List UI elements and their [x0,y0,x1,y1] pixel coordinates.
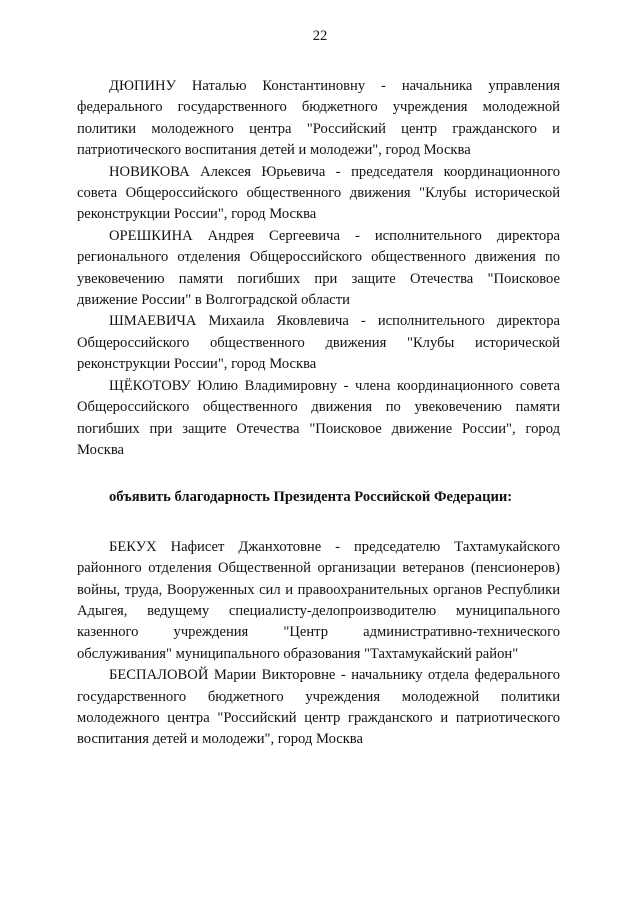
page-number: 22 [312,28,328,44]
paragraph-bekukh: БЕКУХ Нафисет Джанхотовне - председателю Тахтамукайского районного отделения Общественной организации ветеранов (пенсионеров) войны, труда, Вооруженных сил и правоохранительных органов Республики Адыгея, ведущему специалисту-делопроизводителю муниципального казенного учреждения "Центр административно-технического обслуживания" муниципального образования "Тахтамукайский район" [77,538,560,662]
paragraph-dyupina: ДЮПИНУ Наталью Константиновну - начальника управления федерального государственного бюджетного учреждения молодежной политики молодежного центра "Российский центр гражданского и патриотического воспитания детей и молодежи", город Москва [77,78,560,159]
paragraph-novikov: НОВИКОВА Алексея Юрьевича - председателя координационного совета Общероссийского общественного движения "Клубы исторической реконструкции России", город Москва [77,163,560,223]
paragraph-shmaevich: ШМАЕВИЧА Михаила Яковлевича - исполнительного директора Общероссийского общественного движения "Клубы исторической реконструкции России", город Москва [77,313,560,373]
document-body [77,76,560,751]
paragraph-shchekotova: ЩЁКОТОВУ Юлию Владимировну - члена координационного совета Общероссийского общественного движения по увековечению памяти погибших при защите Отечества "Поисковое движение России", город Москва [77,377,560,458]
paragraph-bespalova: БЕСПАЛОВОЙ Марии Викторовне - начальнику отдела федерального государственного бюджетного учреждения молодежной политики молодежного центра "Российский центр гражданского и патриотического воспитания детей и молодежи", город Москва [77,667,560,748]
paragraph-oreshkin: ОРЕШКИНА Андрея Сергеевича - исполнительного директора регионального отделения Общероссийского общественного движения по увековечению памяти погибших при защите Отечества "Поисковое движение России" в Волгоградской области [77,227,560,309]
section-heading: объявить благодарность Президента Российской Федерации: [109,489,513,506]
